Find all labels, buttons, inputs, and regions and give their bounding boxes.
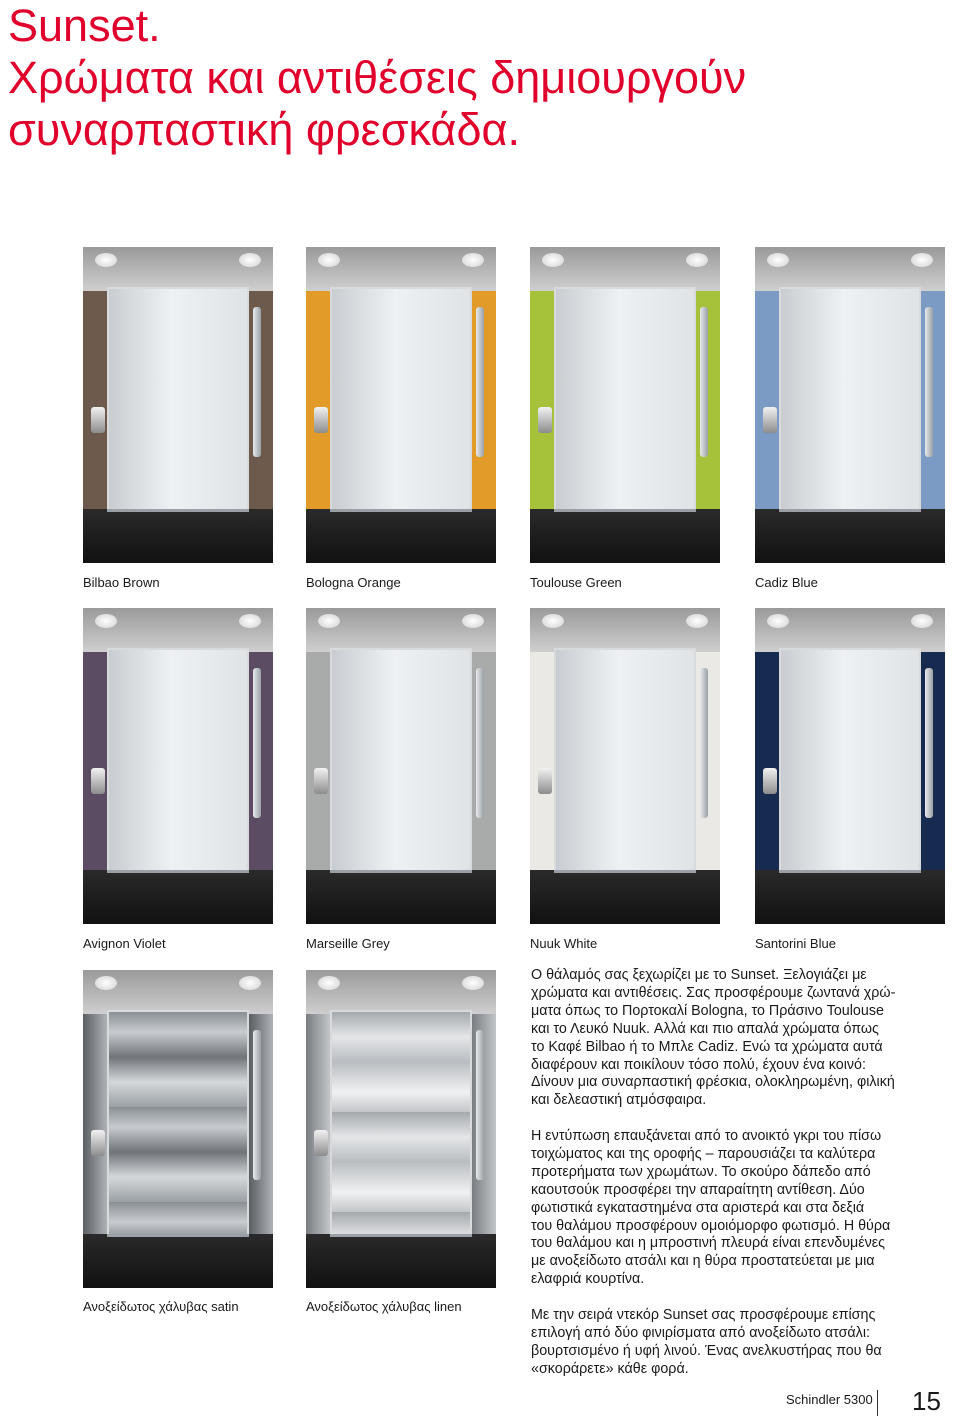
cabin-image-steel-linen	[306, 970, 496, 1288]
headline-line-1: Sunset.	[8, 0, 161, 51]
headline-line-3: συναρπαστική φρεσκάδα.	[8, 104, 521, 155]
cabin-image-toulouse-green	[530, 247, 720, 563]
cabin-image-avignon-violet	[83, 608, 273, 924]
cabin-image-marseille-grey	[306, 608, 496, 924]
body-paragraph-1	[531, 967, 953, 1110]
footer-brand: Schindler 5300	[786, 1392, 873, 1407]
caption-nuuk-white: Nuuk White	[530, 936, 598, 951]
caption-cadiz-blue: Cadiz Blue	[755, 575, 818, 590]
caption-avignon-violet: Avignon Violet	[83, 936, 166, 951]
caption-marseille-grey: Marseille Grey	[306, 936, 390, 951]
body-paragraph-2	[531, 1128, 953, 1289]
cabin-image-bologna-orange	[306, 247, 496, 563]
footer-divider	[877, 1390, 878, 1416]
caption-santorini-blue: Santorini Blue	[755, 936, 836, 951]
caption-bologna-orange: Bologna Orange	[306, 575, 401, 590]
body-paragraph-3	[531, 1307, 953, 1379]
headline-line-2: Χρώματα και αντιθέσεις δημιουργούν	[8, 52, 747, 103]
caption-steel-linen: Ανοξείδωτος χάλυβας linen	[306, 1299, 462, 1314]
cabin-image-cadiz-blue	[755, 247, 945, 563]
caption-toulouse-green: Toulouse Green	[530, 575, 622, 590]
paragraph-text: Με την σειρά ντεκόρ Sunset σας προσφέρουμε επίσης επιλογή από δύο φινιρίσματα από ανοξείδωτο ατσάλι: βουρτσισμένο ή υφή λινού. Ένας ανελκυστήρας που θα «σκοράρετε» κάθε φορά.	[531, 1307, 882, 1377]
cabin-image-santorini-blue	[755, 608, 945, 924]
page-headline	[8, 0, 948, 156]
cabin-image-nuuk-white	[530, 608, 720, 924]
caption-bilbao-brown: Bilbao Brown	[83, 575, 160, 590]
page-number: 15	[912, 1386, 941, 1416]
paragraph-text: Ο θάλαμός σας ξεχωρίζει με το Sunset. Ξελογιάζει με χρώματα και αντιθέσεις. Σας προσφέρουμε ζωντανά χρώ- ματα όπως το Πορτοκαλί Bologna, το Πράσινο Toulouse και το Λευκό Nuuk. Αλλά και πιο απαλά χρώματα όπως το Καφέ Bilbao ή το Μπλε Cadiz. Ενώ τα χρώματα αυτά διαφέρουν και ποικίλουν τόσο πολύ, έχουν ένα κοινό: Δίνουν μια συναρπαστική φρέσκια, ολοκληρωμένη, φιλική και δελεαστική ατμόσφαιρα.	[531, 967, 896, 1109]
paragraph-text: Η εντύπωση επαυξάνεται από το ανοικτό γκρι του πίσω τοιχώματος και της οροφής – παρουσιάζει τα καλύτερα προτερήματα των χρωμάτων. Το σκούρο δάπεδο από καουτσούκ προσφέρει την απαραίτητη αντίθεση. Δύο φωτιστικά εγκαταστημένα στα αριστερά και στα δεξιά του θαλάμου προσφέρουν ομοιόμορφο φωτισμό. Η θύρα του θαλάμου και η μπροστινή πλευρά είναι επενδυμένες με ανοξείδωτο ατσάλι και η θύρα προστατεύεται με μια ελαφριά κουρτίνα.	[531, 1128, 891, 1288]
caption-steel-satin: Ανοξείδωτος χάλυβας satin	[83, 1299, 239, 1314]
cabin-image-bilbao-brown	[83, 247, 273, 563]
cabin-image-steel-satin	[83, 970, 273, 1288]
